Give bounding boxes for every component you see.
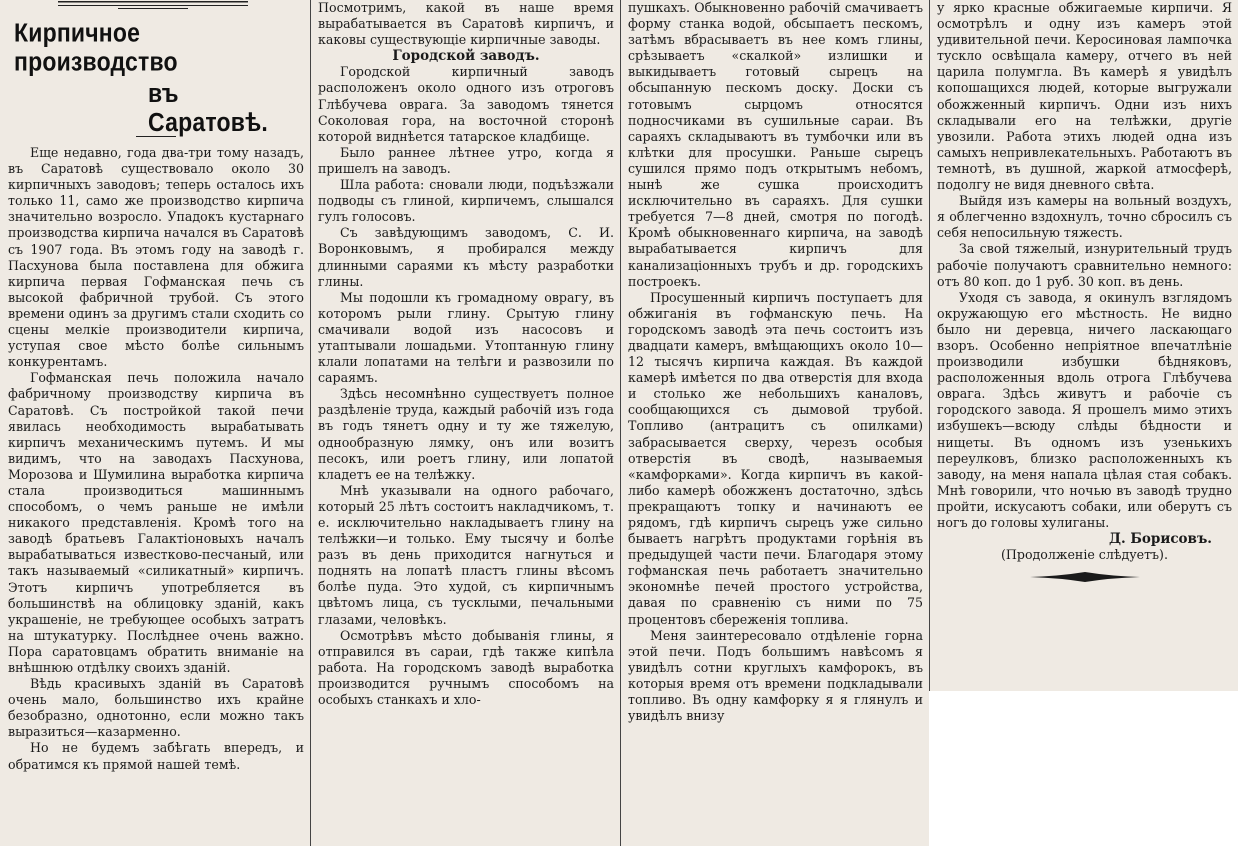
paragraph: Мы подошли къ громадному оврагу, въ которомъ рыли глину. Срытую глину смачивали водой изъ насосовъ и утаптывали лошадьми. Утоптанную глину клали лопатами на телѣги и развозили по сараямъ. [318,289,614,386]
paragraph: Здѣсь несомнѣнно существуетъ полное раздѣленіе труда, каждый рабочій изъ года въ годъ тянетъ одну и ту же тяжелую, однообразную лямку, онъ или возитъ песокъ, или роетъ глину, или лопатой кладетъ ее на телѣжку. [318,386,614,482]
article-column-4 [929,0,1238,691]
article-title [8,18,304,137]
paragraph: Еще недавно, года два-три тому назадъ, въ Саратовѣ существовало около 30 кирпичныхъ заводовъ; теперь осталось ихъ только 11, само же производство кирпича значительно возросло. Упадокъ кустарнаго производства кирпича начался въ Саратовѣ съ 1907 года. Въ этомъ году на заводѣ г. Пасхунова была поставлена для обжига кирпича первая Гофманская печь съ высокой фабричной трубой. Съ этого времени одинъ за другимъ стали сходить со сцены мелкіе производители кирпича, уступая свое мѣсто болѣе сильнымъ конкурентамъ. [8,145,304,370]
end-ornament-icon [1030,571,1140,583]
article-column-2 [310,0,620,846]
article-title-line-2: въ Саратовѣ. [148,78,269,137]
paragraph-continued: Посмотримъ, какой въ наше время вырабатывается въ Саратовѣ кирпичъ, и каковы существующіе кирпичные заводы. [318,0,614,48]
paragraph: Уходя съ завода, я окинулъ взглядомъ окружающую его мѣстность. Не видно было ни деревца, ничего ласкающаго взоръ. Особенно непріятное впечатлѣніе производили избушки бѣдняковъ, расположенныя вдоль отрога Глѣбучева оврага. Здѣсь живутъ и рабочіе съ городского завода. Я прошелъ мимо этихъ избушекъ—всюду слѣды бѣдности и нищеты. Въ одномъ изъ узенькихъ переулковъ, близко расположенныхъ къ заводу, на меня напала цѣлая стая собакъ. Мнѣ говорили, что ночью въ заводѣ трудно пройти, искусаютъ собаки, или оберутъ съ ногъ до головы хулиганы. [937,289,1232,530]
continuation-note: (Продолженіе слѣдуетъ). [1001,547,1168,563]
paragraph: Шла работа: сновали люди, подъѣзжали подводы съ глиной, кирпичемъ, слышался гулъ голосовъ. [318,177,614,225]
paragraph: Мнѣ указывали на одного рабочаго, который 25 лѣтъ состоитъ накладчикомъ, т. е. исключительно накладываетъ глину на телѣжки—и только. Ему тысячу и болѣе разъ въ день приходится нагнуться и поднять на лопатѣ пластъ глины вѣсомъ болѣе пуда. Это худой, съ кирпичнымъ цвѣтомъ лица, съ тусклыми, печальными глазами, человѣкъ. [318,482,614,627]
article-column-3 [620,0,929,846]
section-subheading: Городской заводъ. [392,48,540,65]
paragraph: Съ завѣдующимъ заводомъ, С. И. Воронковымъ, я пробирался между длинными сараями къ мѣсту разработки глины. [318,225,614,289]
paragraph-continued: у ярко красные обжигаемые кирпичи. Я осмотрѣлъ и одну изъ камеръ этой удивительной печи. Керосиновая лампочка тускло освѣщала камеру, отчего въ ней царила полумгла. Въ камерѣ я увидѣлъ копошащихся людей, которые выгружали обожженный кирпичъ. Одни изъ нихъ складывали его на телѣжки, другіе увозили. Работа этихъ людей одна изъ самыхъ непривлекательныхъ. Работаютъ въ темнотѣ, въ душной, жаркой атмосферѣ, подолгу не видя дневного свѣта. [937,0,1232,193]
article-title-line-1: Кирпичное производство [14,18,178,77]
paragraph: Вѣдь красивыхъ зданій въ Саратовѣ очень мало, большинство ихъ крайне безобразно, однотонно, если можно такъ выразиться—казарменно. [8,676,304,740]
paragraph: Но не будемъ забѣгать впередъ, и обратимся къ прямой нашей темѣ. [8,740,304,772]
paragraph-continued: пушкахъ. Обыкновенно рабочій смачиваетъ форму станка водой, обсыпаетъ пескомъ, затѣмъ вбрасываетъ въ нее комъ глины, срѣзываетъ «скалкой» излишки и выкидываетъ готовый сырецъ на обсыпанную пескомъ доску. Доски съ готовымъ сырцомъ относятся подносчиками въ сушильные сараи. Въ сараяхъ складываютъ въ тумбочки или въ клѣтки для просушки. Раньше сырецъ сушился прямо подъ открытымъ небомъ, нынѣ же сушка происходитъ исключительно въ сараяхъ. Для сушки требуется 7—8 дней, смотря по погодѣ. Кромѣ обыкновеннаго кирпича, на заводѣ вырабатывается кирпичъ для канализаціонныхъ трубъ и др. городскихъ построекъ. [628,0,923,289]
author-signature: Д. Борисовъ. [1108,531,1212,548]
paragraph: Городской кирпичный заводъ расположенъ около одного изъ отроговъ Глѣбучева оврага. За заводомъ тянется Соколовая гора, на восточной сторонѣ которой виднѣется татарское кладбище. [318,64,614,144]
paragraph: Гофманская печь положила начало фабричному производству кирпича въ Саратовѣ. Съ постройкой такой печи явилась необходимость вырабатывать кирпичъ механическимъ путемъ. И мы видимъ, что на заводахъ Пасхунова, Морозова и Шумилина выработка кирпича стала производиться машиннымъ способомъ, о чемъ раньше не имѣли никакого представленія. Кромѣ того на заводѣ братьевъ Галактіоновыхъ началъ вырабатываться известково-песчаный, или такъ называемый «силикатный» кирпичъ. Этотъ кирпичъ употребляется въ большинствѣ на облицовку зданій, какъ украшеніе, не требующее особыхъ затратъ на штукатурку. Послѣднее очень важно. Пора саратовцамъ обратить вниманіе на внѣшнюю отдѣлку своихъ зданій. [8,370,304,675]
paragraph: Осмотрѣвъ мѣсто добыванія глины, я отправился въ сараи, гдѣ также кипѣла работа. На городскомъ заводѣ выработка производится ручнымъ способомъ на особыхъ станкахъ и хло- [318,627,614,708]
paragraph: Меня заинтересовало отдѣленіе горна этой печи. Подъ большимъ навѣсомъ я увидѣлъ сотни круглыхъ камфорокъ, въ которыя время отъ времени подкладывали топливо. Въ одну камфорку я я глянулъ и увидѣлъ внизу [628,627,923,724]
article-column-1 [0,0,310,846]
header-ornament-icon [58,0,248,12]
blank-area [929,691,1238,846]
paragraph: Было раннее лѣтнее утро, когда я пришелъ на заводъ. [318,144,614,176]
paragraph: За свой тяжелый, изнурительный трудъ рабочіе получаютъ сравнительно немного: отъ 80 коп. до 1 руб. 30 коп. въ день. [937,241,1232,289]
paragraph: Выйдя изъ камеры на вольный воздухъ, я облегченно вздохнулъ, точно сбросилъ съ себя непосильную тяжесть. [937,193,1232,241]
paragraph: Просушенный кирпичъ поступаетъ для обжиганія въ гофманскую печь. На городскомъ заводѣ эта печь состоитъ изъ двадцати камеръ, вмѣщающихъ около 10—12 тысячъ кирпича каждая. Въ каждой камерѣ имѣется по два отверстія для входа и столько же небольшихъ каналовъ, сообщающихся съ дымовой трубой. Топливо (антрацитъ съ опилками) забрасывается сверху, черезъ особыя отверстія въ сводѣ, называемыя «камфорками». Когда кирпичъ въ какой-либо камерѣ обожженъ достаточно, здѣсь прекращаютъ топку и начинаютъ ее рядомъ, гдѣ кирпичъ сырецъ уже сильно бываетъ нагрѣтъ продуктами горѣнія въ предыдущей части печи. Благодаря этому гофманская печь работаетъ значительно экономнѣе печей простого устройства, давая по сравненію съ ними по 75 процентовъ сбереженія топлива. [628,289,923,627]
